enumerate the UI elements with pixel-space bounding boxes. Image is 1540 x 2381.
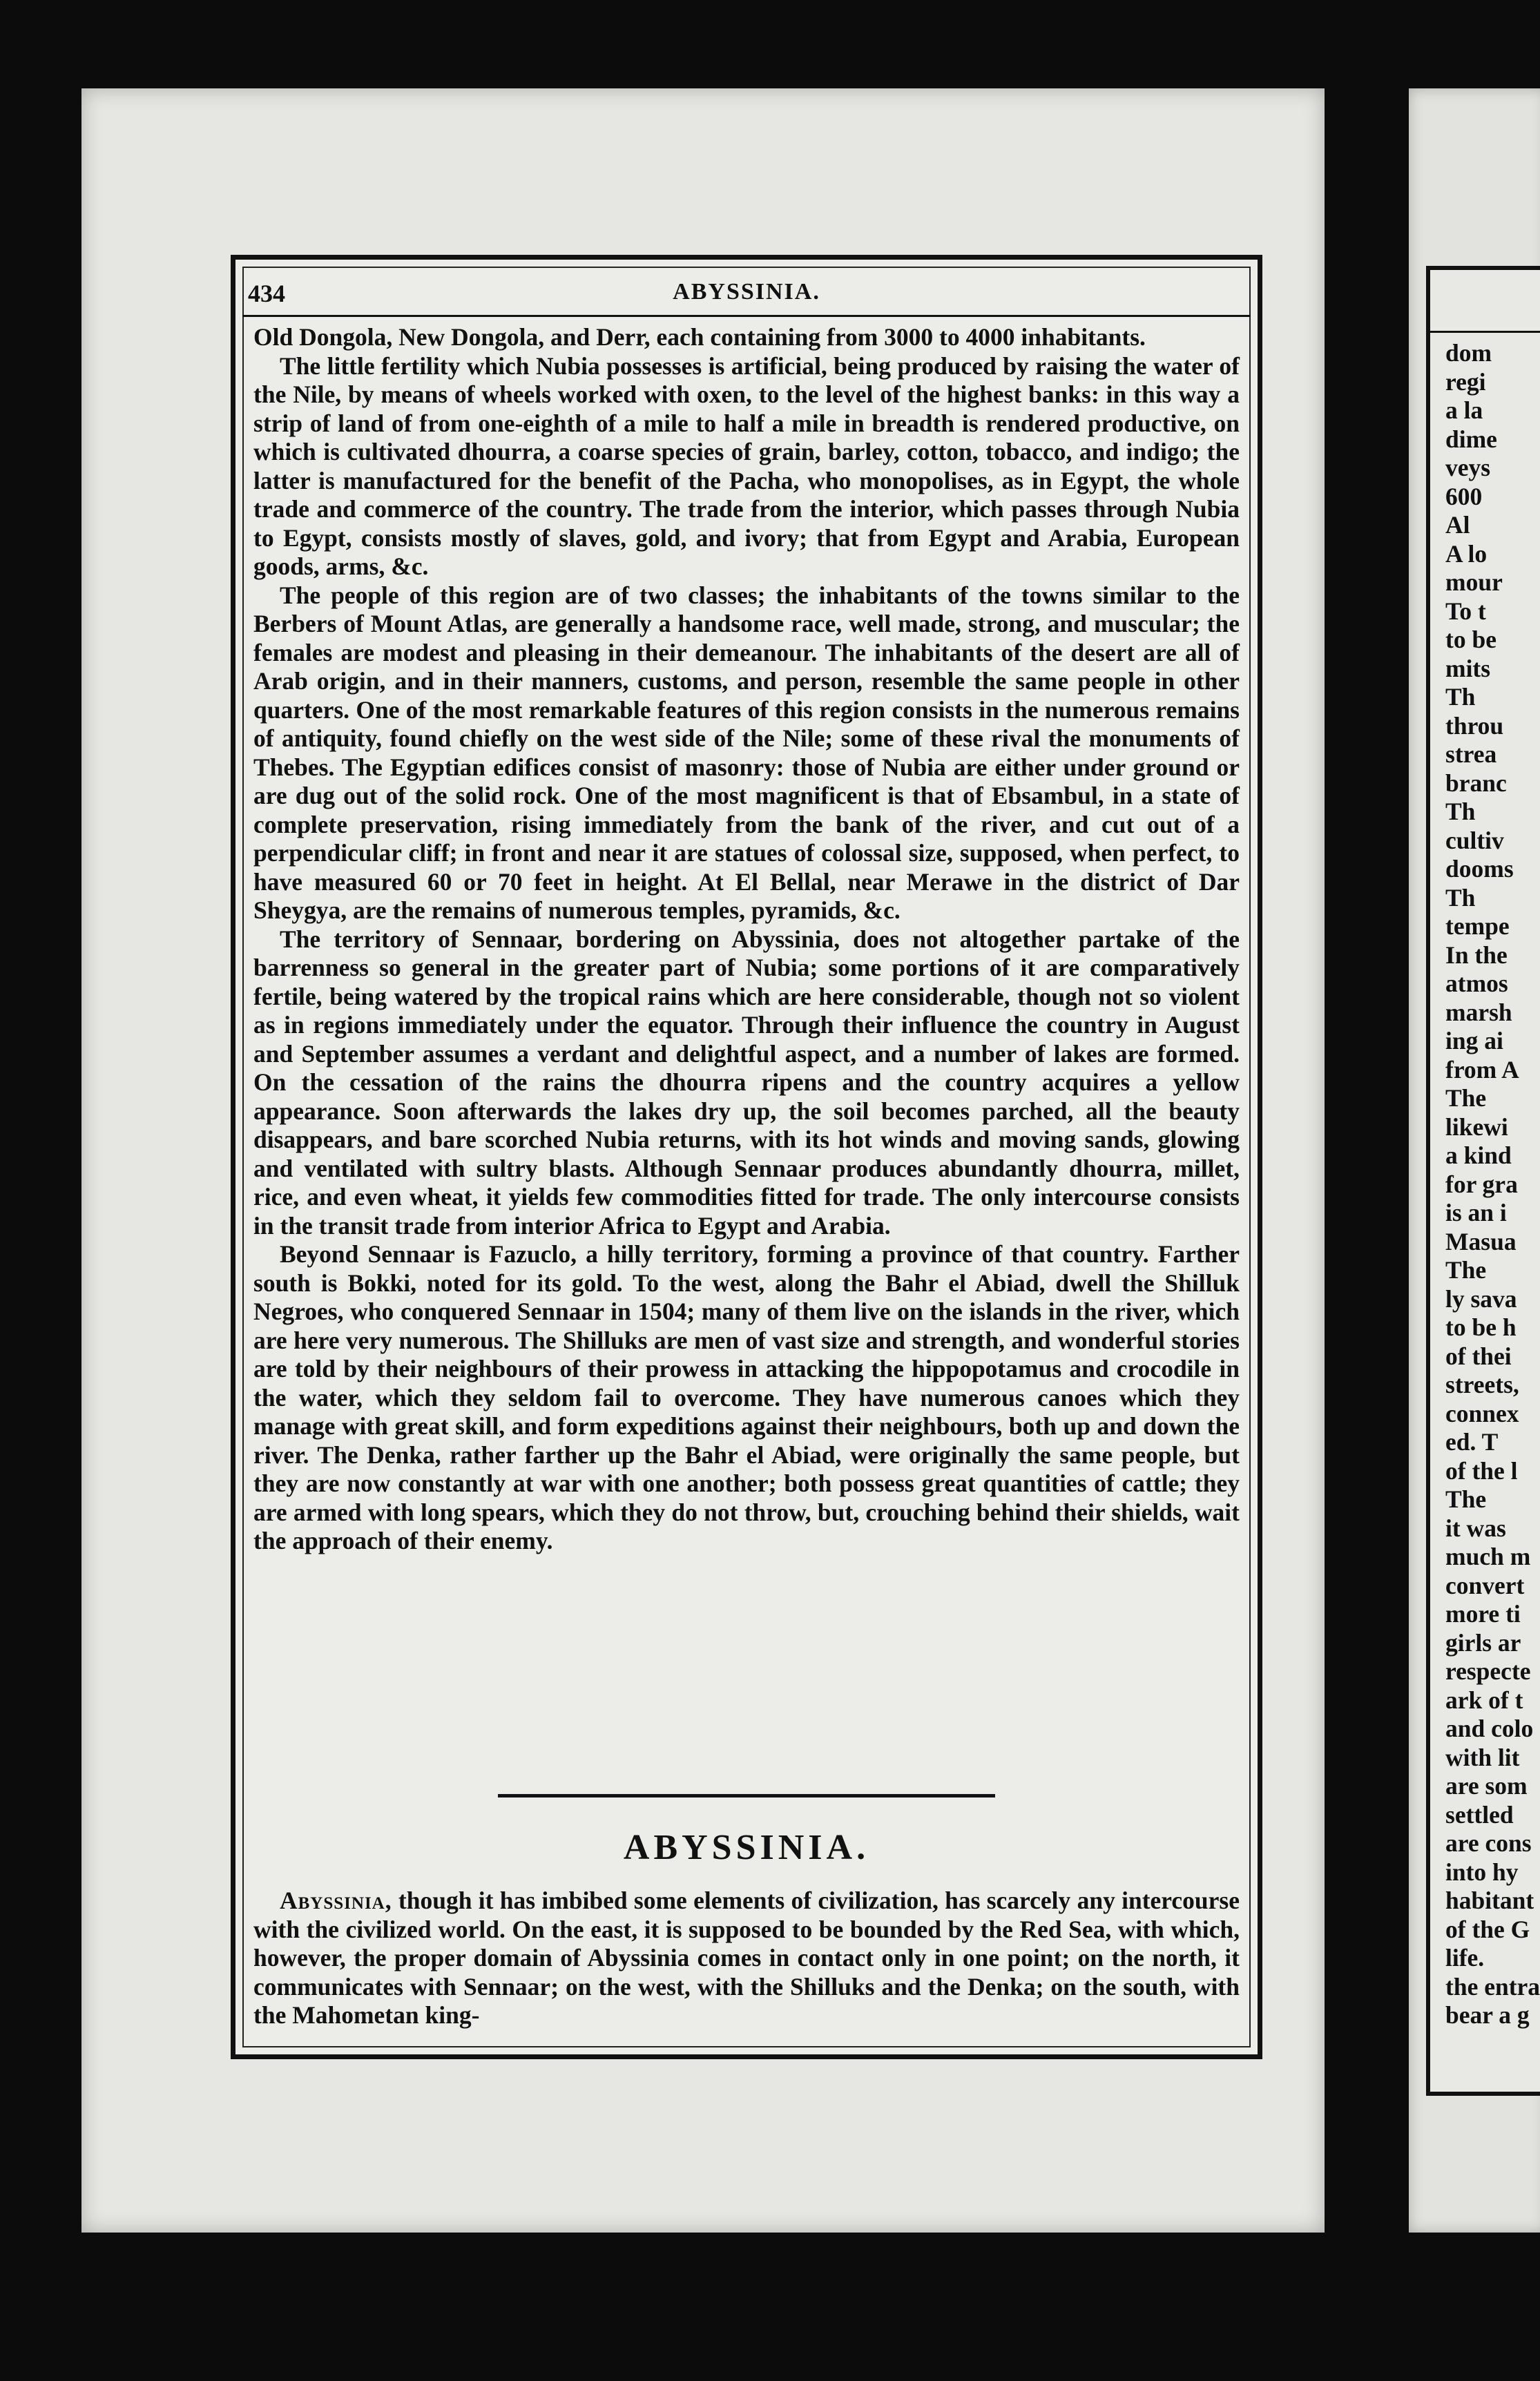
- right-page-line: mits: [1445, 654, 1491, 682]
- right-page-line: atmos: [1445, 970, 1508, 997]
- right-page-line: throu: [1445, 711, 1504, 740]
- page-frame: [231, 255, 1262, 2059]
- section-lead-word: Abyssinia,: [280, 1887, 392, 1914]
- right-page-line: Th: [1445, 798, 1476, 825]
- page-number: 434: [248, 280, 285, 307]
- paragraph: Beyond Sennaar is Fazuclo, a hilly territory, forming a province of that country. Farther south is Bokki, noted for its gold. To the west, along the Bahr el Abiad, dwell the Shilluk Negroes, who conquered Sennaar in 1504; many of them live on the islands in the river, which are here very numerous. The Shilluks are men of vast size and strength, and wonderful stories are told by their neighbours of their prowess in attacking the hippopotamus and crocodile in the water, which they seldom fail to overcome. They have numerous canoes which they manage with great skill, and form expeditions against their neighbours, both up and down the river. The Denka, rather farther up the Bahr el Abiad, were originally the same people, but they are now constantly at war with one another; both possess great quantities of cattle; they are armed with long spears, which they do not throw, but, crouching behind their shields, wait the approach of their enemy.: [253, 1240, 1240, 1554]
- right-page-line: dime: [1445, 425, 1497, 453]
- right-page-line: mour: [1445, 568, 1503, 596]
- right-page-line: are cons: [1445, 1829, 1532, 1857]
- right-page-line: life.: [1445, 1944, 1485, 1972]
- right-page-text: [1445, 339, 1540, 2030]
- right-page-line: 600: [1445, 482, 1483, 510]
- nubia-text: [253, 323, 1240, 1556]
- section-heading: ABYSSINIA.: [623, 1828, 870, 1867]
- right-page-line: ed. T: [1445, 1428, 1499, 1456]
- right-page-line: of the G: [1445, 1915, 1530, 1943]
- running-title: ABYSSINIA.: [673, 279, 820, 305]
- right-page-line: to be h: [1445, 1313, 1517, 1341]
- section-paragraph: though it has imbibed some elements of civilization, has scarcely any intercourse with the civilized world. On the east, it is supposed to be bounded by the Red Sea, with which, however, the proper domain of Abyssinia comes in contact only in one point; on the north, it communicates with Sennaar; on the west, with the Shilluks and the Denka; on the south, with the Mahometan king-: [253, 1887, 1240, 2029]
- right-page-line: much m: [1445, 1543, 1531, 1570]
- right-page-line: of thei: [1445, 1342, 1512, 1370]
- header-rule: [242, 315, 1251, 317]
- right-page-line: dooms: [1445, 855, 1514, 883]
- right-page-frame: [1426, 266, 1540, 2096]
- right-page-line: with lit: [1445, 1743, 1520, 1771]
- paragraph: The people of this region are of two classes; the inhabitants of the towns similar to the Berbers of Mount Atlas, are generally a handsome race, well made, strong, and muscular; the females are modest and pleasing in their demeanour. The inhabitants of the desert are all of Arab origin, and in their manners, customs, and person, resemble the same people in other quarters. One of the most remarkable features of this region consists in the numerous remains of antiquity, found chiefly on the west side of the Nile; some of these rival the monuments of Thebes. The Egyptian edifices consist of masonry: those of Nubia are either under ground or are dug out of the solid rock. One of the most magnificent is that of Ebsambul, in a state of complete preservation, rising immediately from the bank of the river, and cut out of a perpendicular cliff; in front and near it are statues of colossal size, supposed, when perfect, to have measured 60 or 70 feet in height. At El Bellal, near Merawe in the district of Dar Sheygya, are the remains of numerous temples, pyramids, &c.: [253, 581, 1240, 924]
- paragraph: The territory of Sennaar, bordering on Abyssinia, does not altogether partake of the barrenness so general in the greater part of Nubia; some portions of it are comparatively fertile, being watered by the tropical rains which are here considerable, though not so violent as in regions immediately under the equator. Through their influence the country in August and September assumes a verdant and delightful aspect, and a number of lakes are formed. On the cessation of the rains the dhourra ripens and the country acquires a yellow appearance. Soon afterwards the lakes dry up, the soil becomes parched, all the beauty disappears, and bare scorched Nubia returns, with its hot winds and moving sands, glowing and ventilated with sultry blasts. Although Sennaar produces abundantly dhourra, millet, rice, and even wheat, it yields few commodities fitted for trade. The only intercourse consists in the transit trade from interior Africa to Egypt and Arabia.: [253, 925, 1240, 1240]
- right-page-line: Th: [1445, 683, 1476, 711]
- right-page-line: bear a g: [1445, 2001, 1530, 2029]
- right-page-line: habitant: [1445, 1887, 1534, 1914]
- right-page-line: ing ai: [1445, 1027, 1503, 1054]
- paragraph: Old Dongola, New Dongola, and Derr, each containing from 3000 to 4000 inhabitants.: [253, 323, 1146, 351]
- right-page-line: settled: [1445, 1800, 1514, 1829]
- right-header-rule: [1430, 331, 1540, 333]
- right-page-line: dom: [1445, 339, 1492, 367]
- right-page-line: cultiv: [1445, 826, 1504, 854]
- right-page-line: The: [1445, 1084, 1487, 1112]
- right-page-line: into hy: [1445, 1858, 1519, 1886]
- right-page-line: convert: [1445, 1571, 1525, 1599]
- right-page-line: A lo: [1445, 539, 1488, 568]
- right-page-line: more ti: [1445, 1600, 1521, 1628]
- right-page-line: The: [1445, 1256, 1487, 1284]
- right-page-line: streets,: [1445, 1371, 1519, 1398]
- right-page-line: veys: [1445, 454, 1491, 481]
- right-page-line: To t: [1445, 597, 1486, 625]
- right-page-line: tempe: [1445, 912, 1510, 940]
- right-page-line: strea: [1445, 740, 1497, 768]
- right-page-line: marsh: [1445, 998, 1512, 1026]
- right-page-line: regi: [1445, 367, 1486, 396]
- right-page-line: connex: [1445, 1399, 1519, 1427]
- right-page-line: Th: [1445, 883, 1476, 912]
- right-page-line: are som: [1445, 1772, 1528, 1800]
- right-page-line: In the: [1445, 941, 1508, 969]
- right-page-line: The: [1445, 1485, 1487, 1513]
- right-page-line: Al: [1445, 511, 1470, 539]
- right-page-line: the entra: [1445, 1972, 1540, 2001]
- right-page-line: it was: [1445, 1514, 1506, 1542]
- section-divider: [498, 1794, 995, 1797]
- right-page-line: respecte: [1445, 1657, 1531, 1685]
- right-page-line: ark of t: [1445, 1686, 1523, 1714]
- running-head: [242, 279, 1251, 314]
- right-page-line: of the l: [1445, 1456, 1518, 1485]
- right-page-line: is an i: [1445, 1199, 1507, 1226]
- right-page-line: and colo: [1445, 1715, 1534, 1742]
- right-page-line: a kind: [1445, 1141, 1512, 1169]
- right-page-line: branc: [1445, 769, 1507, 797]
- right-page-line: a la: [1445, 396, 1483, 424]
- right-page-line: from A: [1445, 1055, 1519, 1083]
- right-page-line: Masua: [1445, 1227, 1517, 1255]
- paragraph: [253, 1887, 1240, 2030]
- right-page-line: ly sava: [1445, 1284, 1517, 1313]
- right-page-line: girls ar: [1445, 1628, 1521, 1657]
- paragraph: The little fertility which Nubia possesses is artificial, being produced by raising the water of the Nile, by means of wheels worked with oxen, to the level of the highest banks: in this way a strip of land of from one-eighth of a mile to half a mile in breadth is rendered productive, on which is cultivated dhourra, a coarse species of grain, barley, cotton, tobacco, and indigo; the latter is manufactured for the benefit of the Pacha, who monopolises, as in Egypt, the whole trade and commerce of the country. The trade from the interior, which passes through Nubia to Egypt, consists mostly of slaves, gold, and ivory; that from Egypt and Arabia, European goods, arms, &c.: [253, 351, 1240, 580]
- right-page-line: to be: [1445, 626, 1496, 653]
- right-page-line: likewi: [1445, 1112, 1508, 1141]
- right-page-line: for gra: [1445, 1170, 1518, 1198]
- abyssinia-text: [253, 1887, 1240, 2030]
